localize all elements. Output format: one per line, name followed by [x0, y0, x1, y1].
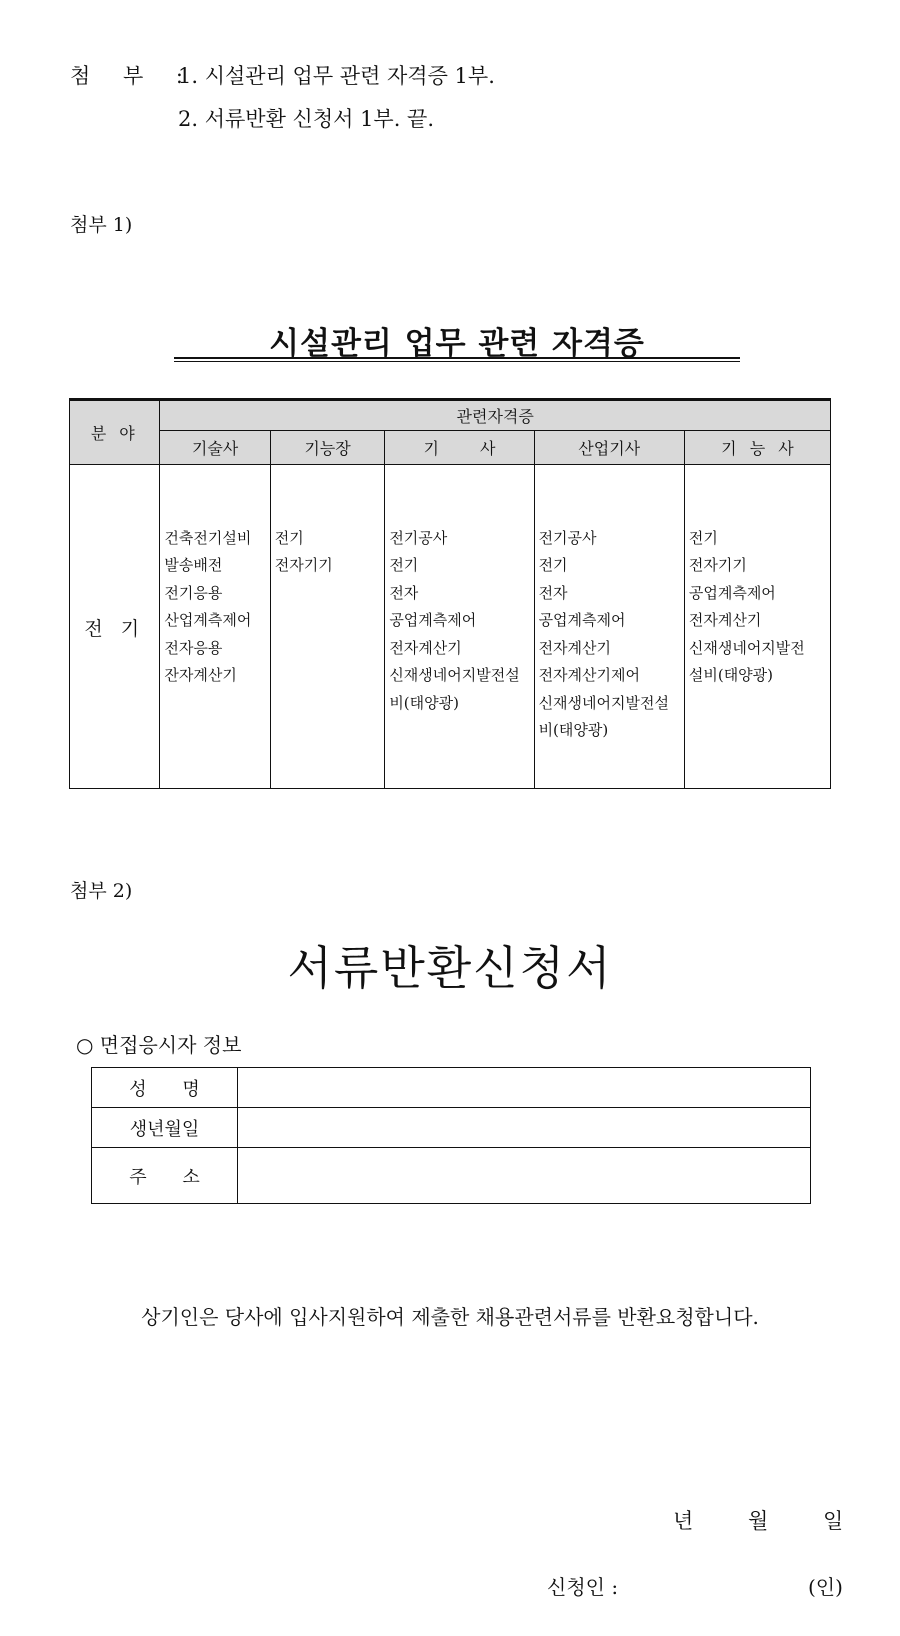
- column-header-engineer: 기 사: [385, 431, 534, 465]
- seal-mark: (인): [808, 1575, 843, 1599]
- field-header: 분 야: [70, 400, 160, 465]
- certificate-title: 시설관리 업무 관련 자격증: [269, 326, 645, 362]
- return-request-statement: 상기인은 당사에 입사지원하여 제출한 채용관련서류를 반환요청합니다.: [141, 1305, 759, 1329]
- certificate-table: [69, 398, 831, 789]
- list-item: 전자계산기: [688, 611, 762, 629]
- list-item: 설비(태양광): [688, 666, 774, 684]
- table-row: [92, 1108, 811, 1148]
- list-item: 전기공사: [538, 528, 597, 547]
- column-header-master-craftsman: 기능장: [270, 431, 385, 465]
- list-item: 신재생네어지발전: [688, 638, 805, 657]
- list-item: 전자응용: [164, 638, 223, 657]
- list-item: 전기: [274, 528, 304, 547]
- applicant-info-label: ○ 면접응시자 정보: [76, 1033, 242, 1057]
- related-certificates-header: 관련자격증: [160, 400, 831, 431]
- document-title: 서류반환신청서: [287, 941, 613, 995]
- birthdate-field[interactable]: [238, 1108, 811, 1148]
- applicant-info-table: [91, 1067, 811, 1204]
- column-header-craftsman: 기 능 사: [684, 431, 830, 465]
- attachment2-label: 첨부 2): [70, 880, 133, 902]
- list-item: 전기: [688, 528, 718, 547]
- list-item: 비(태양광): [389, 693, 459, 712]
- list-item: 공업계측제어: [688, 583, 776, 602]
- table-row: [92, 1068, 811, 1108]
- list-item: 전자: [389, 583, 419, 602]
- list-item: 비(태양광): [538, 721, 609, 739]
- list-item: 잔자계산기: [164, 666, 237, 684]
- list-item: 전기공사: [389, 528, 448, 547]
- list-item: 공업계측제어: [538, 611, 626, 629]
- cell-professional-engineer: [160, 467, 270, 789]
- list-item: 전자계산기제어: [538, 666, 640, 684]
- list-item: 전자기기: [274, 556, 333, 574]
- list-item: 전기응용: [164, 583, 223, 602]
- cell-industrial-engineer: [534, 467, 684, 789]
- list-item: 건축전기설비: [164, 528, 252, 547]
- list-item: 전자계산기: [389, 638, 462, 657]
- list-item: 신재생네어지발전설: [389, 666, 520, 684]
- name-field[interactable]: [238, 1068, 811, 1108]
- list-item: 전기: [538, 556, 568, 574]
- title-underline: [174, 357, 740, 359]
- attachment1-label: 첨부 1): [70, 214, 133, 236]
- list-item: 신재생네어지발전설: [538, 693, 669, 712]
- list-item: 산업계측제어: [164, 611, 252, 629]
- attachments-label: 첨 부 :: [70, 64, 183, 88]
- date-day: 일: [823, 1509, 844, 1533]
- list-item: 전자기기: [688, 556, 747, 574]
- list-item: 공업계측제어: [389, 611, 477, 629]
- list-item: 전기: [389, 556, 419, 574]
- table-row: [92, 1148, 811, 1204]
- attachment-item-2: 2. 서류반환 신청서 1부. 끝.: [178, 107, 435, 131]
- birthdate-label: 생년월일: [92, 1108, 238, 1148]
- cell-engineer: [385, 467, 534, 789]
- column-header-professional-engineer: 기술사: [160, 431, 270, 465]
- cell-master-craftsman: [270, 467, 385, 789]
- applicant-label: 신청인 :: [547, 1575, 619, 1599]
- list-item: 발송배전: [164, 556, 223, 574]
- cell-craftsman: [684, 467, 830, 789]
- attachment-item-1: 1. 시설관리 업무 관련 자격증 1부.: [178, 64, 495, 88]
- address-label: 주 소: [92, 1148, 238, 1204]
- date-year: 년: [673, 1509, 694, 1533]
- column-header-industrial-engineer: 산업기사: [534, 431, 684, 465]
- date-month: 월: [748, 1509, 769, 1533]
- title-underline-thin: [174, 361, 740, 362]
- field-electric: 전 기: [70, 467, 160, 789]
- list-item: 전자: [538, 583, 568, 602]
- list-item: 전자계산기: [538, 638, 612, 657]
- name-label: 성 명: [92, 1068, 238, 1108]
- address-field[interactable]: [238, 1148, 811, 1204]
